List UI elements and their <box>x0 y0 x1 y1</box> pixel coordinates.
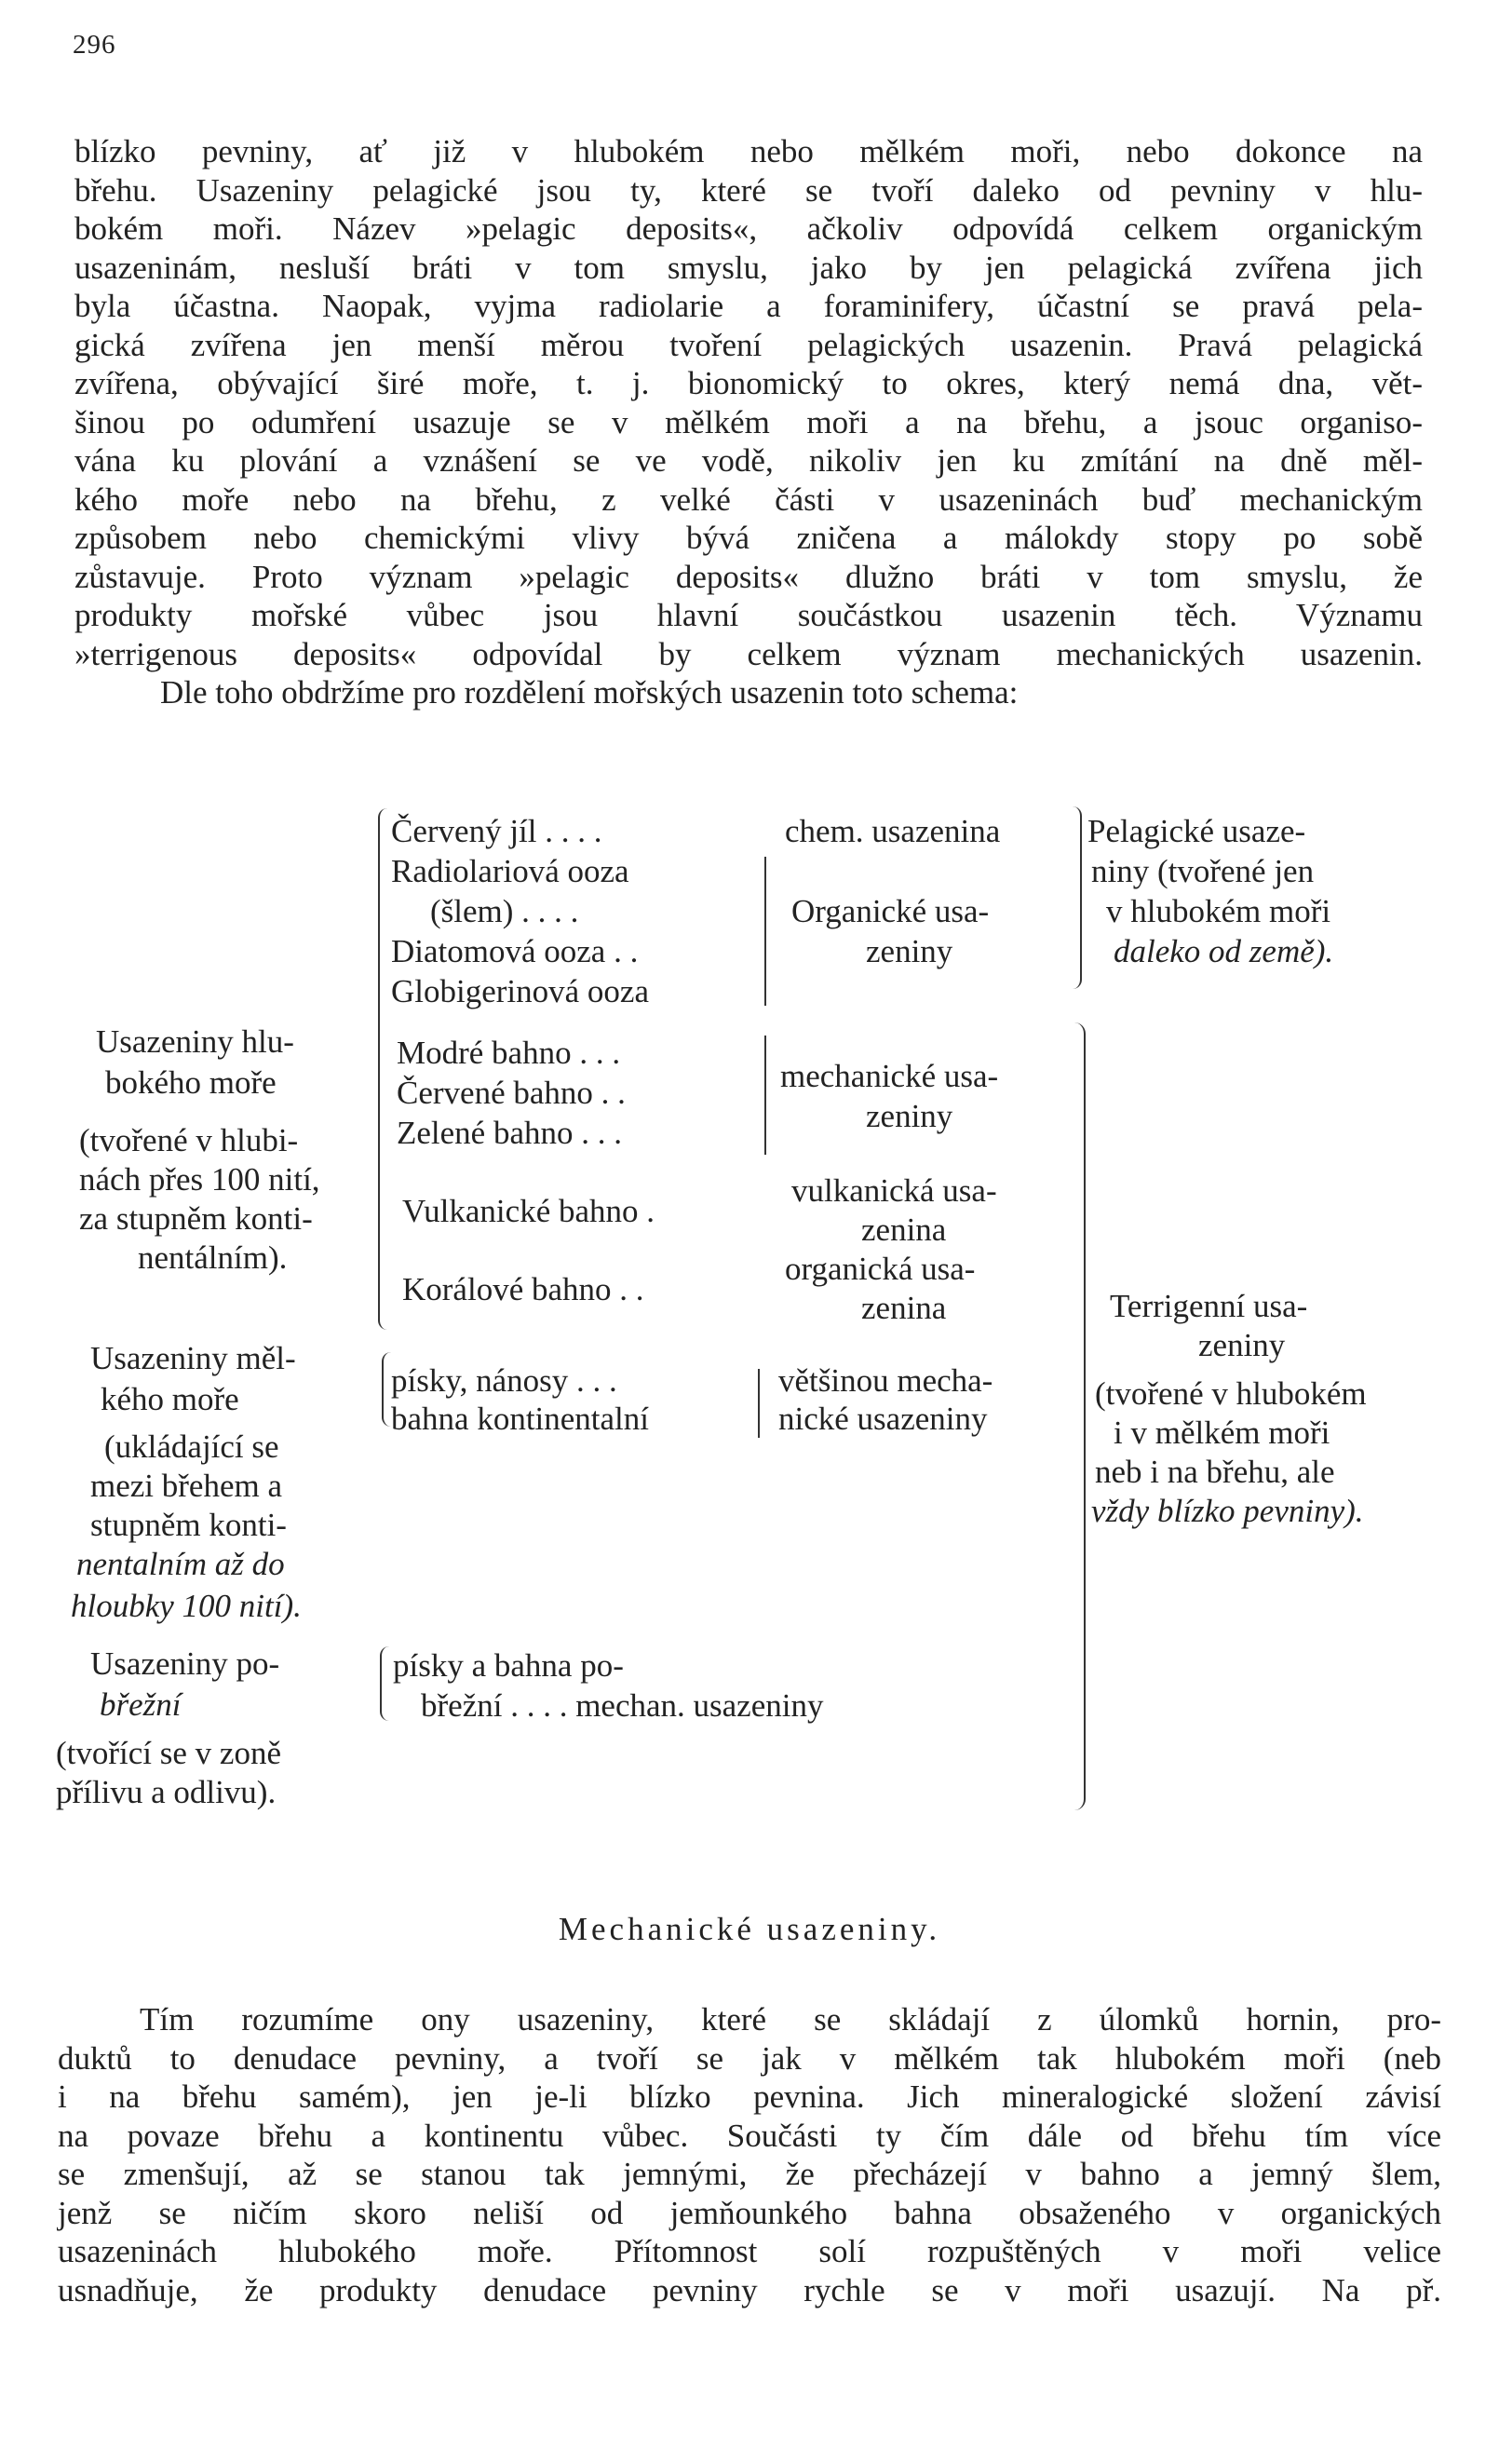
page-number: 296 <box>73 30 116 60</box>
mechanicke-usazeniny-2: zeniny <box>866 1098 953 1134</box>
pelagicke-2: niny (tvořené jen <box>1091 853 1315 889</box>
text-line: zůstavuje. Proto význam »pelagic deposits« dlužno bráti v tom smyslu, že <box>74 558 1423 595</box>
intro-paragraph <box>74 132 1423 712</box>
modre-bahno: Modré bahno . . . <box>397 1035 621 1071</box>
terrigenni-6: vždy blízko pevniny). <box>1091 1493 1364 1529</box>
text-line: kého moře nebo na břehu, z velké části v usazeninách buď mechanickým <box>74 481 1423 518</box>
text-line: gická zvířena jen menší měrou tvoření pelagických usazenin. Pravá pelagická <box>74 326 1423 363</box>
text-line: bokém moři. Název »pelagic deposits«, ačkoliv odpovídá celkem organickým <box>74 210 1423 247</box>
pelagicke-4: daleko od země). <box>1114 933 1334 969</box>
section-heading: Mechanické usazeniny. <box>558 1911 941 1947</box>
terrigenni-1: Terrigenní usa- <box>1110 1288 1308 1324</box>
radiolariova-ooza: Radiolariová ooza <box>391 853 629 889</box>
vulkanicka-usazenina-1: vulkanická usa- <box>791 1172 997 1209</box>
coastal-label-2: břežní <box>100 1686 182 1723</box>
text-line: břehu. Usazeniny pelagické jsou ty, které se tvoří daleko od pevniny v hlu- <box>74 171 1423 209</box>
vetsinou-mechanicke-1: většinou mecha- <box>778 1362 993 1399</box>
text-line: na povaze břehu a kontinentu vůbec. Součásti ty čím dále od břehu tím více <box>58 2117 1441 2154</box>
coastal-brace <box>380 1646 391 1721</box>
shallow-label-5: stupněm konti- <box>90 1507 287 1543</box>
text-line: vána ku plování a vznášení se ve vodě, nikoliv jen ku zmítání na dně měl- <box>74 442 1423 479</box>
coastal-label-3: (tvořící se v zoně <box>56 1735 281 1771</box>
shallow-label-7: hloubky 100 nití). <box>71 1588 302 1624</box>
terrigenous-brace <box>1071 1022 1086 1810</box>
organicke-usazeniny-1: Organické usa- <box>791 893 990 929</box>
shallow-label-4: mezi břehem a <box>90 1468 283 1504</box>
globigerinova-ooza: Globigerinová ooza <box>391 973 649 1009</box>
bahna-kontinentalni: bahna kontinentalní <box>391 1401 650 1437</box>
chem-usazenina: chem. usazenina <box>785 813 1001 849</box>
vulkanicke-bahno: Vulkanické bahno . <box>402 1193 655 1229</box>
deep-label-4: nách přes 100 nití, <box>79 1161 320 1198</box>
text-line: se zmenšují, až se stanou tak jemnými, že přecházejí v bahno a jemný šlem, <box>58 2156 1441 2192</box>
pelagicke-3: v hlubokém moři <box>1106 893 1331 929</box>
slem: (šlem) . . . . <box>430 893 579 929</box>
deep-label-2: bokého moře <box>105 1064 277 1101</box>
koralove-bahno: Korálové bahno . . <box>402 1271 644 1307</box>
shallow-label-6: nentalním až do <box>76 1546 285 1582</box>
text-line: zvířena, obývající širé moře, t. j. bionomický to okres, který nemá dna, vět- <box>74 365 1423 401</box>
pisky-a-bahna: písky a bahna po- <box>393 1647 624 1684</box>
text-line: byla účastna. Naopak, vyjma radiolarie a foraminifery, účastní se pravá pela- <box>74 288 1423 324</box>
pelagicke-1: Pelagické usaze- <box>1087 813 1306 849</box>
text-line: usnadňuje, že produkty denudace pevniny rychle se v moři usazují. Na př. <box>58 2271 1441 2308</box>
mechanic-separator <box>759 1036 766 1155</box>
terrigenni-2: zeniny <box>1198 1327 1286 1363</box>
vetsinou-mechanicke-2: nické usazeniny <box>778 1401 988 1437</box>
cervene-bahno: Červené bahno . . <box>397 1075 626 1111</box>
text-line: Dle toho obdržíme pro rozdělení mořských usazenin toto schema: <box>160 674 1019 711</box>
text-line: produkty mořské vůbec jsou hlavní součástkou usazenin těch. Významu <box>74 597 1423 633</box>
pisky-nanosy: písky, nánosy . . . <box>391 1362 617 1399</box>
text-line: šinou po odumření usazuje se v mělkém moři a na břehu, a jsouc organiso- <box>74 403 1423 440</box>
terrigenni-3: (tvořené v hlubokém <box>1095 1375 1367 1412</box>
body-paragraph <box>58 2000 1441 2309</box>
deep-label-6: nentálním). <box>138 1239 288 1276</box>
shallow-label-1: Usazeniny měl- <box>90 1340 296 1376</box>
pelagic-brace <box>1067 806 1082 989</box>
organicke-usazeniny-2: zeniny <box>866 933 953 969</box>
zelene-bahno: Zelené bahno . . . <box>397 1115 622 1151</box>
deep-label-1: Usazeniny hlu- <box>96 1023 294 1060</box>
deep-label-3: (tvořené v hlubi- <box>79 1122 299 1158</box>
coastal-label-1: Usazeniny po- <box>90 1645 280 1682</box>
mechanicke-usazeniny-1: mechanické usa- <box>780 1058 999 1094</box>
deep-brace <box>378 808 391 1330</box>
organicka-usazenina-2: zenina <box>861 1290 947 1326</box>
vulkanicka-usazenina-2: zenina <box>861 1212 947 1248</box>
text-line: blízko pevniny, ať již v hlubokém nebo mělkém moři, nebo dokonce na <box>74 133 1423 169</box>
shallow-label-2: kého moře <box>101 1381 239 1417</box>
shallow-label-3: (ukládající se <box>104 1428 279 1465</box>
cerveny-jil: Červený jíl . . . . <box>391 813 602 849</box>
text-line: usazeninám, nesluší bráti v tom smyslu, jako by jen pelagická zvířena jich <box>74 249 1423 286</box>
brezni-mechan: břežní . . . . mechan. usazeniny <box>421 1687 824 1724</box>
terrigenni-4: i v mělkém moři <box>1114 1415 1330 1451</box>
text-line: jenž se ničím skoro neliší od jemňounkého bahna obsaženého v organických <box>58 2194 1441 2231</box>
coastal-label-4: přílivu a odlivu). <box>56 1774 277 1810</box>
text-line: usazeninách hlubokého moře. Přítomnost solí rozpuštěných v moři velice <box>58 2233 1441 2269</box>
diatomova-ooza: Diatomová ooza . . <box>391 933 639 969</box>
deep-label-5: za stupněm konti- <box>79 1200 313 1237</box>
shallow-separator <box>752 1369 760 1438</box>
terrigenni-5: neb i na břehu, ale <box>1095 1454 1335 1490</box>
text-line: i na břehu samém), jen je-li blízko pevnina. Jich mineralogické složení závisí <box>58 2078 1441 2115</box>
organicka-usazenina-1: organická usa- <box>785 1251 976 1287</box>
text-line: Tím rozumíme ony usazeniny, které se skládají z úlomků hornin, pro- <box>140 2001 1441 2038</box>
text-line: duktů to denudace pevniny, a tvoří se jak v mělkém tak hlubokém moři (neb <box>58 2039 1441 2077</box>
text-line: »terrigenous deposits« odpovídal by celkem význam mechanických usazenin. <box>74 635 1423 672</box>
text-line: způsobem nebo chemickými vlivy bývá zničena a málokdy stopy po sobě <box>74 520 1423 556</box>
organic-separator <box>759 857 766 1006</box>
